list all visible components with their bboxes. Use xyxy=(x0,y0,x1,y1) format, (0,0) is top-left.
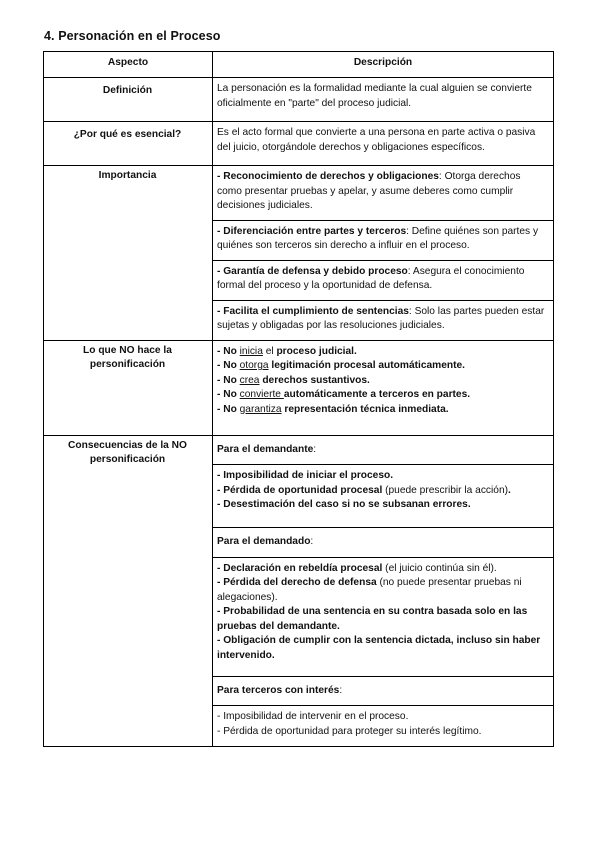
desc-demandante xyxy=(213,465,554,528)
importancia-item-text: : Asegura el conocimiento formal del proceso y la oportunidad de defensa. xyxy=(217,265,525,291)
importancia-item-text: : Define quiénes son partes y quiénes son terceros sin derecho a influir en el proceso. xyxy=(217,225,539,251)
demandante-line: - Imposibilidad de iniciar el proceso. xyxy=(217,470,394,481)
no-hace-line: - No crea derechos sustantivos. xyxy=(217,374,370,386)
importancia-item xyxy=(213,300,554,340)
row-importancia-1 xyxy=(44,166,554,221)
desc-esencial: Es el acto formal que convierte a una persona en parte activa o pasiva del juicio, otorgándole derechos y obligaciones específicos. xyxy=(213,122,554,166)
desc-terceros xyxy=(213,706,554,747)
aspect-no-hace: Lo que NO hace la personificación xyxy=(44,340,213,435)
label-demandante: Para el demandante: xyxy=(213,435,554,465)
terceros-line: - Pérdida de oportunidad para proteger su interés legítimo. xyxy=(217,725,482,737)
aspect-consecuencias: Consecuencias de la NO personificación xyxy=(44,435,213,747)
aspect-importancia: Importancia xyxy=(44,166,213,341)
section-title: 4. Personación en el Proceso xyxy=(44,29,221,43)
header-row xyxy=(44,52,554,78)
no-hace-line: - No convierte automáticamente a terceros en partes. xyxy=(217,389,471,400)
demandado-line: - Obligación de cumplir con la sentencia dictada, incluso sin haber intervenido. xyxy=(217,635,541,661)
aspect-esencial: ¿Por qué es esencial? xyxy=(44,122,213,166)
no-hace-line: - No garantiza representación técnica inmediata. xyxy=(217,403,449,415)
importancia-item-bold: - Diferenciación entre partes y terceros xyxy=(217,225,407,237)
personacion-table xyxy=(43,51,554,747)
row-no-hace xyxy=(44,340,554,435)
importancia-item xyxy=(213,260,554,300)
no-hace-line: - No inicia el proceso judicial. xyxy=(217,345,357,357)
desc-demandado xyxy=(213,557,554,676)
row-definicion xyxy=(44,78,554,122)
demandante-line: - Pérdida de oportunidad procesal (puede prescribir la acción). xyxy=(217,484,511,496)
row-demandante-label xyxy=(44,435,554,465)
demandado-line: - Declaración en rebeldía procesal (el juicio continúa sin él). xyxy=(217,562,497,574)
importancia-item-bold: - Reconocimiento de derechos y obligaciones xyxy=(217,171,439,182)
demandado-line: - Pérdida del derecho de defensa (no puede presentar pruebas ni alegaciones). xyxy=(217,577,522,603)
importancia-item-text: : Otorga derechos como presentar pruebas y apelar, y asume deberes como cumplir decisiones judiciales. xyxy=(217,171,521,211)
label-terceros: Para terceros con interés: xyxy=(213,676,554,706)
importancia-item xyxy=(213,220,554,260)
importancia-item-text: : Solo las partes pueden estar sujetas y obligadas por las resoluciones judiciales. xyxy=(217,305,545,331)
row-esencial xyxy=(44,122,554,166)
terceros-line: - Imposibilidad de intervenir en el proceso. xyxy=(217,711,409,722)
desc-no-hace xyxy=(213,340,554,435)
desc-definicion: La personación es la formalidad mediante la cual alguien se convierte oficialmente en "parte" del proceso judicial. xyxy=(213,78,554,122)
importancia-item xyxy=(213,166,554,221)
no-hace-line: - No otorga legitimación procesal automáticamente. xyxy=(217,360,465,371)
aspect-definicion: Definición xyxy=(44,78,213,122)
label-demandado: Para el demandado: xyxy=(213,528,554,558)
importancia-item-bold: - Garantía de defensa y debido proceso xyxy=(217,265,408,277)
demandado-line: - Probabilidad de una sentencia en su contra basada solo en las pruebas del demandante. xyxy=(217,606,528,632)
header-description: Descripción xyxy=(213,52,554,78)
demandante-line: - Desestimación del caso si no se subsanan errores. xyxy=(217,499,471,510)
header-aspect: Aspecto xyxy=(44,52,213,78)
importancia-item-bold: - Facilita el cumplimiento de sentencias xyxy=(217,305,409,317)
